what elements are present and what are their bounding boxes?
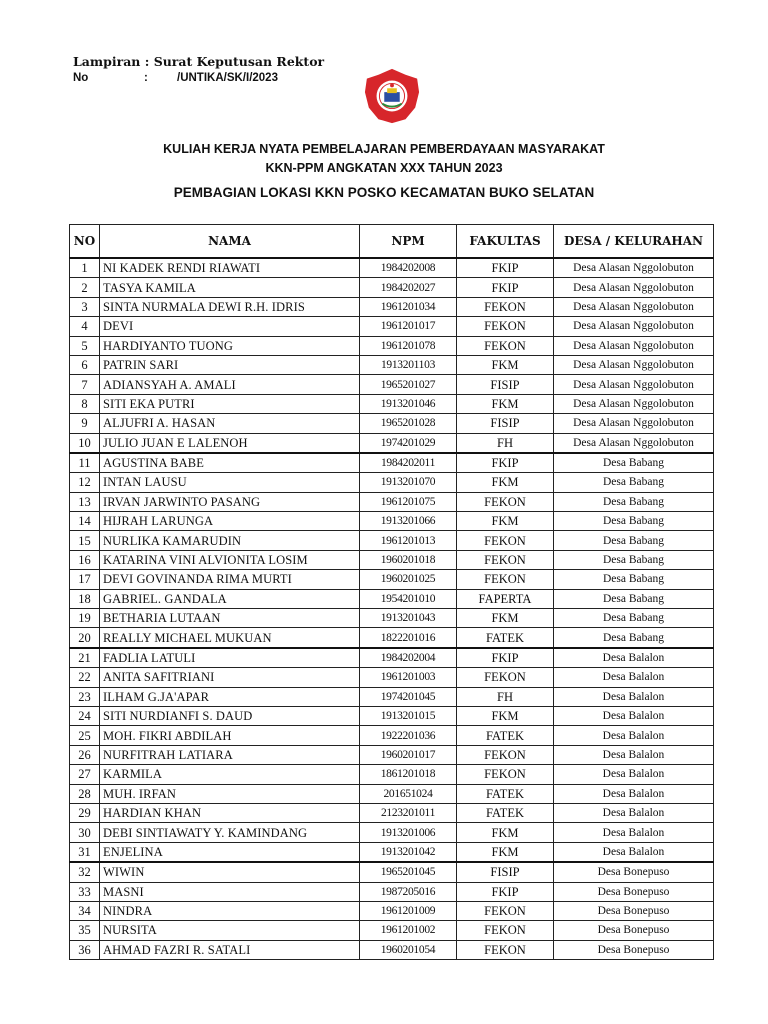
- row-npm: 1913201043: [360, 609, 457, 628]
- row-desa: Desa Balalon: [554, 745, 714, 764]
- table-row: [70, 336, 714, 355]
- row-no: 6: [70, 355, 100, 374]
- subtitle: PEMBAGIAN LOKASI KKN POSKO KECAMATAN BUKO SELATAN: [173, 185, 595, 200]
- row-desa: Desa Bonepuso: [554, 901, 714, 920]
- table-row: [70, 609, 714, 628]
- table-row: [70, 842, 714, 862]
- row-nama: FADLIA LATULI: [100, 648, 360, 668]
- row-npm: 1974201029: [360, 433, 457, 453]
- row-nama: ALJUFRI A. HASAN: [100, 414, 360, 433]
- row-npm: 1913201070: [360, 473, 457, 492]
- row-no: 1: [70, 258, 100, 278]
- table-row: [70, 628, 714, 648]
- row-no: 12: [70, 473, 100, 492]
- row-fakultas: FKM: [457, 609, 554, 628]
- header-desa: DESA / KELURAHAN: [554, 225, 714, 259]
- row-desa: Desa Balalon: [554, 784, 714, 803]
- row-nama: ENJELINA: [100, 842, 360, 862]
- row-fakultas: FEKON: [457, 901, 554, 920]
- row-nama: BETHARIA LUTAAN: [100, 609, 360, 628]
- row-desa: Desa Balalon: [554, 726, 714, 745]
- table-row: [70, 765, 714, 784]
- row-fakultas: FAPERTA: [457, 589, 554, 608]
- table-row: [70, 317, 714, 336]
- row-fakultas: FEKON: [457, 492, 554, 511]
- table-row: [70, 823, 714, 842]
- row-no: 13: [70, 492, 100, 511]
- table-row: [70, 355, 714, 374]
- row-nama: HARDIYANTO TUONG: [100, 336, 360, 355]
- row-fakultas: FEKON: [457, 570, 554, 589]
- row-npm: 1960201018: [360, 550, 457, 569]
- row-no: 32: [70, 862, 100, 882]
- row-fakultas: FEKON: [457, 668, 554, 687]
- header-nama: NAMA: [100, 225, 360, 259]
- row-npm: 1960201025: [360, 570, 457, 589]
- row-fakultas: FKIP: [457, 648, 554, 668]
- row-no: 16: [70, 550, 100, 569]
- row-desa: Desa Babang: [554, 609, 714, 628]
- row-desa: Desa Babang: [554, 531, 714, 550]
- number-label: No: [73, 72, 89, 84]
- table-row: [70, 648, 714, 668]
- table-row: [70, 882, 714, 901]
- table-row: [70, 297, 714, 316]
- row-desa: Desa Babang: [554, 570, 714, 589]
- row-npm: 1965201027: [360, 375, 457, 394]
- row-no: 3: [70, 297, 100, 316]
- row-nama: DEVI: [100, 317, 360, 336]
- row-fakultas: FATEK: [457, 803, 554, 822]
- row-nama: ILHAM G.JA'APAR: [100, 687, 360, 706]
- row-desa: Desa Alasan Nggolobuton: [554, 375, 714, 394]
- row-desa: Desa Balalon: [554, 687, 714, 706]
- row-nama: WIWIN: [100, 862, 360, 882]
- row-npm: 201651024: [360, 784, 457, 803]
- row-desa: Desa Babang: [554, 589, 714, 608]
- row-desa: Desa Bonepuso: [554, 862, 714, 882]
- row-desa: Desa Balalon: [554, 842, 714, 862]
- row-npm: 1961201034: [360, 297, 457, 316]
- row-fakultas: FEKON: [457, 531, 554, 550]
- row-npm: 1954201010: [360, 589, 457, 608]
- row-fakultas: FEKON: [457, 317, 554, 336]
- table-row: [70, 433, 714, 453]
- row-fakultas: FKIP: [457, 453, 554, 473]
- row-fakultas: FISIP: [457, 862, 554, 882]
- row-desa: Desa Alasan Nggolobuton: [554, 414, 714, 433]
- table-row: [70, 394, 714, 413]
- row-desa: Desa Babang: [554, 512, 714, 531]
- table-row: [70, 531, 714, 550]
- row-no: 25: [70, 726, 100, 745]
- row-npm: 1960201017: [360, 745, 457, 764]
- row-npm: 1822201016: [360, 628, 457, 648]
- row-npm: 1961201017: [360, 317, 457, 336]
- row-desa: Desa Babang: [554, 550, 714, 569]
- row-fakultas: FEKON: [457, 550, 554, 569]
- row-nama: NURSITA: [100, 921, 360, 940]
- row-fakultas: FKIP: [457, 258, 554, 278]
- row-fakultas: FH: [457, 433, 554, 453]
- row-no: 35: [70, 921, 100, 940]
- row-no: 27: [70, 765, 100, 784]
- row-npm: 1965201028: [360, 414, 457, 433]
- table-row: [70, 921, 714, 940]
- row-nama: TASYA KAMILA: [100, 278, 360, 297]
- row-npm: 1984202008: [360, 258, 457, 278]
- row-npm: 1913201042: [360, 842, 457, 862]
- row-nama: MASNI: [100, 882, 360, 901]
- row-npm: 1913201006: [360, 823, 457, 842]
- row-npm: 1913201103: [360, 355, 457, 374]
- table-row: [70, 668, 714, 687]
- row-no: 14: [70, 512, 100, 531]
- row-fakultas: FKM: [457, 355, 554, 374]
- row-desa: Desa Balalon: [554, 823, 714, 842]
- row-fakultas: FH: [457, 687, 554, 706]
- row-nama: ANITA SAFITRIANI: [100, 668, 360, 687]
- row-no: 10: [70, 433, 100, 453]
- row-nama: KARMILA: [100, 765, 360, 784]
- row-desa: Desa Alasan Nggolobuton: [554, 258, 714, 278]
- row-npm: 2123201011: [360, 803, 457, 822]
- row-desa: Desa Bonepuso: [554, 882, 714, 901]
- row-no: 21: [70, 648, 100, 668]
- table-row: [70, 784, 714, 803]
- row-no: 4: [70, 317, 100, 336]
- row-no: 31: [70, 842, 100, 862]
- row-no: 9: [70, 414, 100, 433]
- row-desa: Desa Balalon: [554, 765, 714, 784]
- row-no: 30: [70, 823, 100, 842]
- row-desa: Desa Babang: [554, 473, 714, 492]
- kkn-location-table: [69, 224, 714, 960]
- row-nama: PATRIN SARI: [100, 355, 360, 374]
- table-row: [70, 492, 714, 511]
- row-no: 17: [70, 570, 100, 589]
- row-nama: NINDRA: [100, 901, 360, 920]
- row-desa: Desa Alasan Nggolobuton: [554, 433, 714, 453]
- row-fakultas: FKM: [457, 512, 554, 531]
- row-no: 20: [70, 628, 100, 648]
- row-nama: JULIO JUAN E LALENOH: [100, 433, 360, 453]
- row-desa: Desa Bonepuso: [554, 940, 714, 959]
- row-nama: INTAN LAUSU: [100, 473, 360, 492]
- row-fakultas: FEKON: [457, 745, 554, 764]
- row-fakultas: FEKON: [457, 921, 554, 940]
- row-no: 33: [70, 882, 100, 901]
- table-row: [70, 414, 714, 433]
- row-fakultas: FEKON: [457, 940, 554, 959]
- row-no: 34: [70, 901, 100, 920]
- row-no: 11: [70, 453, 100, 473]
- table-row: [70, 375, 714, 394]
- row-no: 29: [70, 803, 100, 822]
- table-row: [70, 453, 714, 473]
- row-npm: 1984202027: [360, 278, 457, 297]
- table-row: [70, 258, 714, 278]
- row-no: 7: [70, 375, 100, 394]
- row-no: 28: [70, 784, 100, 803]
- row-no: 15: [70, 531, 100, 550]
- row-npm: 1961201078: [360, 336, 457, 355]
- table-row: [70, 726, 714, 745]
- row-npm: 1961201003: [360, 668, 457, 687]
- row-nama: AHMAD FAZRI R. SATALI: [100, 940, 360, 959]
- row-desa: Desa Alasan Nggolobuton: [554, 336, 714, 355]
- row-desa: Desa Alasan Nggolobuton: [554, 317, 714, 336]
- document-reference: [73, 53, 324, 87]
- row-nama: AGUSTINA BABE: [100, 453, 360, 473]
- row-nama: SITI NURDIANFI S. DAUD: [100, 706, 360, 725]
- row-fakultas: FISIP: [457, 375, 554, 394]
- row-nama: HIJRAH LARUNGA: [100, 512, 360, 531]
- row-nama: KATARINA VINI ALVIONITA LOSIM: [100, 550, 360, 569]
- row-fakultas: FATEK: [457, 784, 554, 803]
- row-npm: 1961201009: [360, 901, 457, 920]
- row-desa: Desa Alasan Nggolobuton: [554, 278, 714, 297]
- table-row: [70, 901, 714, 920]
- header-npm: NPM: [360, 225, 457, 259]
- row-nama: NURLIKA KAMARUDIN: [100, 531, 360, 550]
- table-row: [70, 550, 714, 569]
- row-desa: Desa Bonepuso: [554, 921, 714, 940]
- row-npm: 1913201066: [360, 512, 457, 531]
- row-nama: ADIANSYAH A. AMALI: [100, 375, 360, 394]
- row-fakultas: FEKON: [457, 297, 554, 316]
- number-value: /UNTIKA/SK/I/2023: [177, 72, 278, 84]
- row-nama: NI KADEK RENDI RIAWATI: [100, 258, 360, 278]
- row-npm: 1913201046: [360, 394, 457, 413]
- row-fakultas: FKM: [457, 823, 554, 842]
- row-no: 2: [70, 278, 100, 297]
- row-desa: Desa Babang: [554, 453, 714, 473]
- table-row: [70, 745, 714, 764]
- row-nama: DEVI GOVINANDA RIMA MURTI: [100, 570, 360, 589]
- row-fakultas: FKIP: [457, 882, 554, 901]
- row-npm: 1861201018: [360, 765, 457, 784]
- table-row: [70, 589, 714, 608]
- row-npm: 1984202004: [360, 648, 457, 668]
- row-desa: Desa Babang: [554, 492, 714, 511]
- number-line: [73, 70, 324, 87]
- row-nama: REALLY MICHAEL MUKUAN: [100, 628, 360, 648]
- title-block: [0, 140, 768, 178]
- row-desa: Desa Alasan Nggolobuton: [554, 394, 714, 413]
- row-npm: 1974201045: [360, 687, 457, 706]
- row-nama: MOH. FIKRI ABDILAH: [100, 726, 360, 745]
- row-no: 36: [70, 940, 100, 959]
- row-nama: MUH. IRFAN: [100, 784, 360, 803]
- row-no: 26: [70, 745, 100, 764]
- table-row: [70, 803, 714, 822]
- row-npm: 1913201015: [360, 706, 457, 725]
- university-logo-icon: [363, 67, 421, 125]
- row-no: 19: [70, 609, 100, 628]
- row-fakultas: FISIP: [457, 414, 554, 433]
- table-row: [70, 512, 714, 531]
- row-nama: NURFITRAH LATIARA: [100, 745, 360, 764]
- table-row: [70, 570, 714, 589]
- row-desa: Desa Balalon: [554, 706, 714, 725]
- table-row: [70, 940, 714, 959]
- row-nama: SITI EKA PUTRI: [100, 394, 360, 413]
- table-row: [70, 278, 714, 297]
- row-nama: HARDIAN KHAN: [100, 803, 360, 822]
- table-row: [70, 706, 714, 725]
- row-no: 23: [70, 687, 100, 706]
- row-fakultas: FATEK: [457, 628, 554, 648]
- number-colon: :: [144, 72, 148, 84]
- table-header-row: [70, 225, 714, 259]
- row-desa: Desa Balalon: [554, 668, 714, 687]
- row-fakultas: FATEK: [457, 726, 554, 745]
- row-no: 22: [70, 668, 100, 687]
- header-fakultas: FAKULTAS: [457, 225, 554, 259]
- header-no: NO: [70, 225, 100, 259]
- row-fakultas: FKM: [457, 473, 554, 492]
- row-npm: 1961201002: [360, 921, 457, 940]
- row-npm: 1922201036: [360, 726, 457, 745]
- row-desa: Desa Balalon: [554, 803, 714, 822]
- row-nama: SINTA NURMALA DEWI R.H. IDRIS: [100, 297, 360, 316]
- row-desa: Desa Alasan Nggolobuton: [554, 297, 714, 316]
- row-fakultas: FKM: [457, 842, 554, 862]
- row-no: 8: [70, 394, 100, 413]
- table-row: [70, 862, 714, 882]
- row-npm: 1965201045: [360, 862, 457, 882]
- row-nama: IRVAN JARWINTO PASANG: [100, 492, 360, 511]
- row-fakultas: FKM: [457, 394, 554, 413]
- title-line-1: KULIAH KERJA NYATA PEMBELAJARAN PEMBERDAYAAN MASYARAKAT: [163, 142, 605, 156]
- row-npm: 1960201054: [360, 940, 457, 959]
- table-row: [70, 687, 714, 706]
- row-npm: 1961201013: [360, 531, 457, 550]
- row-desa: Desa Balalon: [554, 648, 714, 668]
- row-npm: 1984202011: [360, 453, 457, 473]
- row-fakultas: FEKON: [457, 336, 554, 355]
- row-npm: 1987205016: [360, 882, 457, 901]
- row-nama: DEBI SINTIAWATY Y. KAMINDANG: [100, 823, 360, 842]
- row-desa: Desa Alasan Nggolobuton: [554, 355, 714, 374]
- table-body: [70, 258, 714, 960]
- row-no: 18: [70, 589, 100, 608]
- row-nama: GABRIEL. GANDALA: [100, 589, 360, 608]
- row-npm: 1961201075: [360, 492, 457, 511]
- lampiran-line: Lampiran : Surat Keputusan Rektor: [73, 54, 325, 69]
- row-fakultas: FKM: [457, 706, 554, 725]
- row-desa: Desa Babang: [554, 628, 714, 648]
- title-line-2: KKN-PPM ANGKATAN XXX TAHUN 2023: [265, 161, 503, 175]
- row-fakultas: FEKON: [457, 765, 554, 784]
- table-row: [70, 473, 714, 492]
- row-no: 5: [70, 336, 100, 355]
- row-fakultas: FKIP: [457, 278, 554, 297]
- row-no: 24: [70, 706, 100, 725]
